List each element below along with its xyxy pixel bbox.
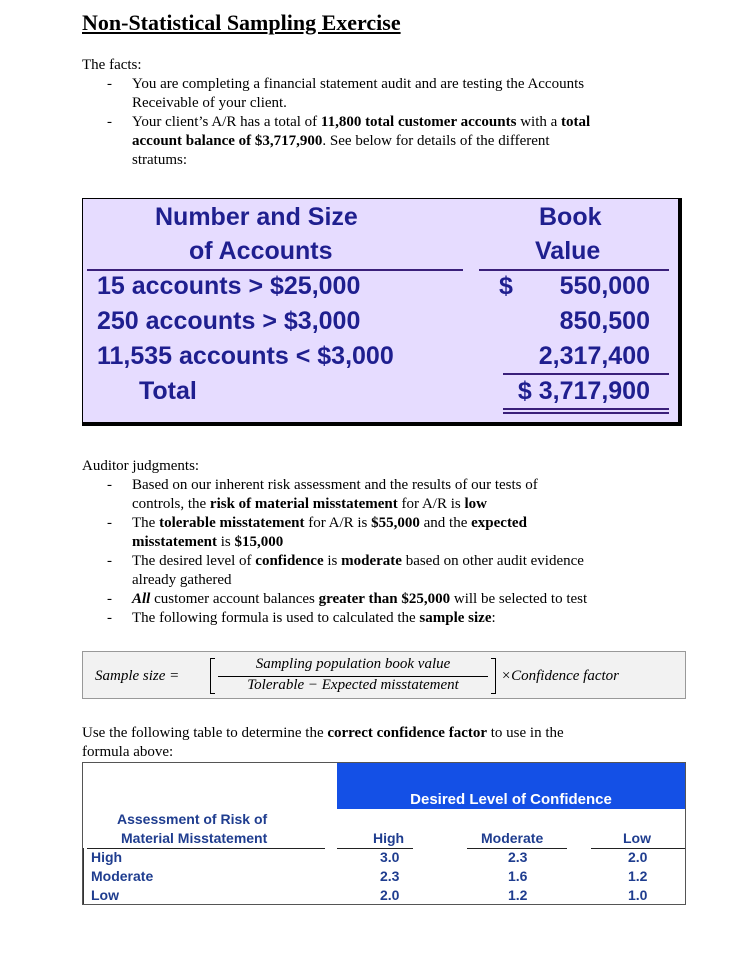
total-double-underline-1 [503, 408, 669, 410]
judgment-bold: moderate [341, 553, 402, 569]
fact-text: with a [516, 114, 562, 130]
fact-bold: total [561, 114, 591, 130]
accounts-table [82, 198, 682, 426]
judgment-item [107, 476, 707, 514]
page-title: Non-Statistical Sampling Exercise [82, 10, 401, 35]
row-label: 11,535 accounts < $3,000 [97, 342, 394, 370]
formula-label: Sample size = [95, 668, 180, 684]
judgment-bold: $15,000 [234, 534, 284, 550]
judgment-text: based on other audit evidence [401, 553, 584, 569]
instruction-part: formula above: [82, 744, 174, 760]
formula-denominator: Tolerable − Expected misstatement [247, 677, 459, 693]
judgment-text: will be selected to test [450, 591, 588, 607]
total-double-underline-2 [503, 412, 669, 414]
judgment-text: is [323, 553, 342, 569]
judgment-text: controls, the [132, 496, 210, 512]
left-bracket [210, 658, 215, 694]
row-label: 250 accounts > $3,000 [97, 307, 361, 335]
col-underline [337, 848, 413, 849]
cell-value: 1.0 [628, 887, 648, 903]
formula-fraction [218, 656, 488, 694]
judgment-text: and the [419, 515, 472, 531]
instruction-part: to use in the [487, 725, 564, 741]
row-header-line2: Material Misstatement [121, 830, 268, 846]
row-header-underline [87, 848, 325, 849]
row-value: 550,000 [559, 272, 650, 300]
total-value: $ 3,717,900 [517, 377, 650, 405]
fact-bold: account balance of $3,717,900 [132, 133, 323, 149]
judgment-bold: greater than $25,000 [318, 591, 451, 607]
judgment-text: for A/R is [397, 496, 465, 512]
confidence-factor-table [82, 762, 686, 905]
header-value: Value [535, 237, 601, 265]
judgment-bold: sample size [419, 610, 492, 626]
cell-value: 2.0 [628, 849, 648, 865]
judgment-text: The desired level of [132, 553, 256, 569]
col-header-high: High [373, 830, 405, 846]
judgment-bold: misstatement [132, 534, 217, 550]
header-book: Book [539, 203, 602, 231]
fact-item [107, 75, 707, 113]
fact-text: You are completing a financial statement audit and are testing the Accounts [132, 76, 585, 92]
judgment-bold: tolerable misstatement [159, 515, 305, 531]
judgment-text: is [216, 534, 235, 550]
cell-value: 1.6 [508, 868, 528, 884]
instruction-text [82, 724, 682, 762]
facts-heading: The facts: [82, 57, 142, 73]
judgment-item [107, 609, 707, 628]
header-underline-right [479, 269, 669, 271]
fact-text: stratums: [132, 152, 187, 168]
fact-text: Receivable of your client. [132, 95, 287, 111]
cell-value: 2.3 [380, 868, 400, 884]
header-number-size: Number and Size [155, 203, 358, 231]
cell-value: 1.2 [508, 887, 528, 903]
judgment-text: : [491, 610, 496, 626]
cell-value: 3.0 [380, 849, 400, 865]
judgment-bold: risk of material misstatement [209, 496, 398, 512]
cell-value: 2.0 [380, 887, 400, 903]
total-label: Total [139, 377, 197, 405]
judgment-bold: expected [471, 515, 527, 531]
judgment-bold: $55,000 [371, 515, 420, 531]
judgment-item [107, 590, 707, 609]
judgment-bold: confidence [255, 553, 324, 569]
row-value: 2,317,400 [538, 342, 650, 370]
col-header-moderate: Moderate [481, 830, 544, 846]
fact-text: Your client’s A/R has a total of [132, 114, 321, 130]
fact-text: . See below for details of the different [322, 133, 550, 149]
judgment-text: for A/R is [304, 515, 372, 531]
right-bracket [491, 658, 496, 694]
judgments-heading: Auditor judgments: [82, 458, 200, 474]
judgments-list [107, 476, 707, 628]
judgment-text: customer account balances [150, 591, 319, 607]
header-underline-left [87, 269, 463, 271]
row-value: 850,500 [559, 307, 650, 335]
instruction-part: Use the following table to determine the [82, 725, 328, 741]
confidence-header-label: Desired Level of Confidence [410, 791, 612, 808]
instruction-bold: correct confidence factor [327, 725, 487, 741]
judgment-bold: low [464, 496, 487, 512]
header-of-accounts: of Accounts [189, 237, 333, 265]
judgment-text: The [132, 515, 160, 531]
col-header-low: Low [623, 830, 651, 846]
cell-value: 1.2 [628, 868, 648, 884]
judgment-item [107, 552, 707, 590]
row-label-high: High [91, 849, 123, 865]
row-label-low: Low [91, 887, 119, 903]
formula-confidence-factor: ×Confidence factor [501, 668, 620, 684]
cell-value: 2.3 [508, 849, 528, 865]
formula-numerator: Sampling population book value [255, 656, 451, 672]
row-label-border [83, 848, 84, 904]
judgment-item [107, 514, 707, 552]
facts-list [107, 75, 707, 170]
judgment-text: already gathered [132, 572, 232, 588]
row-header-line1: Assessment of Risk of [117, 811, 268, 827]
row-label-moderate: Moderate [91, 868, 154, 884]
fact-item [107, 113, 707, 170]
judgment-text: The following formula is used to calculated the [132, 610, 420, 626]
dollar-sign: $ [499, 272, 513, 300]
confidence-header [337, 763, 685, 809]
sample-size-formula [82, 651, 686, 699]
judgment-bold-italic: All [132, 591, 151, 607]
row-label: 15 accounts > $25,000 [97, 272, 361, 300]
subtotal-underline [503, 373, 669, 375]
judgment-text: Based on our inherent risk assessment and the results of our tests of [132, 477, 538, 493]
fact-bold: 11,800 total customer accounts [320, 114, 517, 130]
